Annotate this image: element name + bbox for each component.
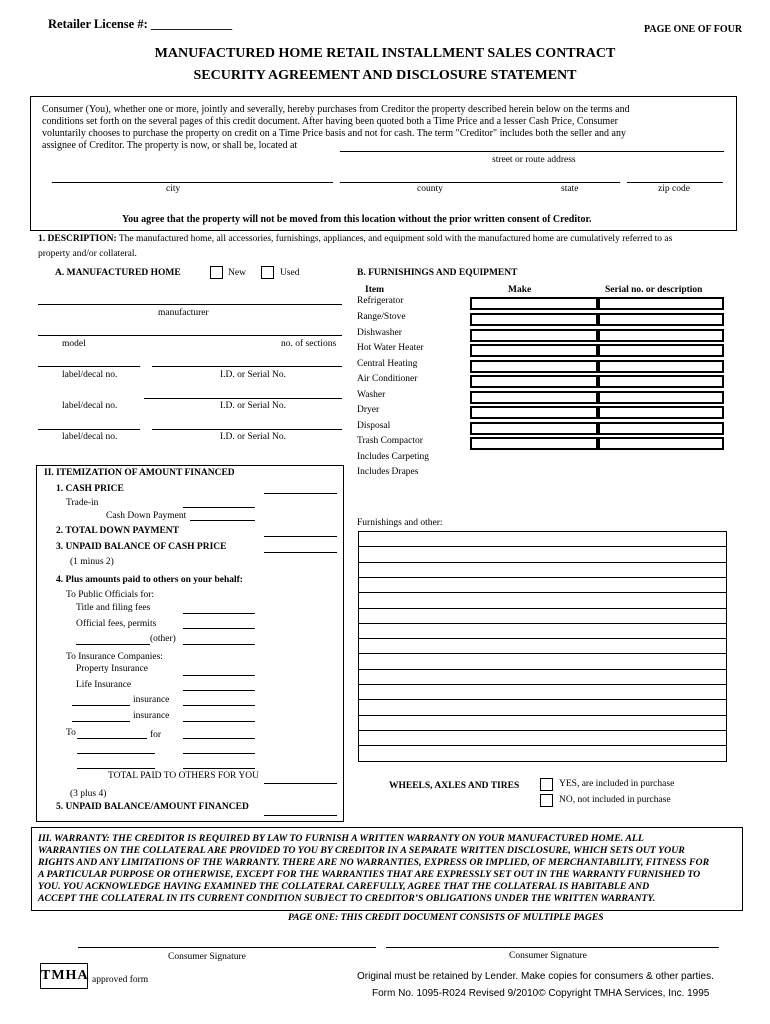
furnishing-serial-field[interactable] — [598, 344, 724, 357]
retailer-license-label: Retailer License #: _____________ — [48, 17, 233, 31]
title-fees-field[interactable] — [183, 613, 255, 614]
payee-field[interactable] — [77, 738, 147, 739]
serial-label-3: I.D. or Serial No. — [220, 432, 286, 442]
furnishings-other-line[interactable] — [358, 562, 726, 563]
furnishing-item-label: Dishwasher — [357, 328, 402, 338]
trade-in-label: Trade-in — [66, 498, 99, 508]
cash-down-field[interactable] — [190, 520, 255, 521]
furnishing-item-label: Trash Compactor — [357, 436, 423, 446]
furnishings-other-line[interactable] — [358, 546, 726, 547]
payee-amount-field-2[interactable] — [183, 753, 255, 754]
furnishing-item-label: Disposal — [357, 421, 391, 431]
furnishings-other-line[interactable] — [358, 669, 726, 670]
furnishing-serial-field[interactable] — [598, 375, 724, 388]
warranty-line-5: YOU. YOU ACKNOWLEDGE HAVING EXAMINED THE COLLATERAL CAREFULLY, AGREE THAT THE COLLATERAL IS HABITABLE AND — [38, 881, 650, 892]
furnishings-other-label: Furnishings and other: — [357, 518, 443, 528]
manufacturer-field[interactable] — [38, 304, 342, 305]
payee-field-2[interactable] — [77, 753, 155, 754]
warranty-line-6: ACCEPT THE COLLATERAL IN ITS CURRENT CONDITION SUBJECT TO CREDITOR’S OBLIGATIONS UNDER THE WRITTEN WARRANTY. — [38, 893, 656, 904]
life-insurance-field[interactable] — [183, 690, 255, 691]
payee-amount-field[interactable] — [183, 738, 255, 739]
furnishings-other-line[interactable] — [358, 745, 726, 746]
furnishing-make-field[interactable] — [470, 391, 598, 404]
warranty-line-4: A PARTICULAR PURPOSE OR OTHERWISE, EXCEPT FOR THE WARRANTIES THAT ARE EXPRESSLY SET OUT IN THE WARRANTY FURNISHED TO — [38, 869, 701, 880]
amount-financed-field[interactable] — [264, 815, 337, 816]
intro-line-3: voluntarily chooses to purchase the property on credit on a Time Price basis and not for cash. The term "Creditor" includes both the seller and any — [42, 128, 626, 139]
furnishing-make-field[interactable] — [470, 329, 598, 342]
tmha-logo: TMHA — [40, 963, 88, 989]
furnishing-item-label: Central Heating — [357, 359, 418, 369]
insurance-amount-field-1[interactable] — [183, 705, 255, 706]
furnishings-other-line[interactable] — [358, 623, 726, 624]
furnishing-item-label: Washer — [357, 390, 386, 400]
insurance-label-2: insurance — [133, 711, 170, 721]
furnishing-make-field[interactable] — [470, 437, 598, 450]
furnishing-item-label: Includes Drapes — [357, 467, 419, 477]
intro-line-2: conditions set forth on the several pages of this credit document. After having been quoted both a Time Price and a lesser Cash Price, Consumer — [42, 116, 618, 127]
description-text-2: property and/or collateral. — [38, 249, 137, 259]
furnishing-serial-field[interactable] — [598, 406, 724, 419]
furnishings-other-line[interactable] — [358, 653, 726, 654]
serial-field-3[interactable] — [152, 429, 342, 430]
form-number: Form No. 1095-R024 Revised 9/2010© Copyright TMHA Services, Inc. 1995 — [372, 988, 710, 999]
title-fees-label: Title and filing fees — [76, 603, 151, 613]
used-checkbox[interactable] — [261, 266, 274, 279]
furnishing-make-field[interactable] — [470, 297, 598, 310]
insurance-amount-field-2[interactable] — [183, 721, 255, 722]
wheels-no-checkbox[interactable] — [540, 794, 553, 807]
unpaid-cash-label: 3. UNPAID BALANCE OF CASH PRICE — [56, 542, 227, 552]
wheels-yes-label: YES, are included in purchase — [559, 779, 675, 789]
furnishing-item-label: Dryer — [357, 405, 380, 415]
furnishing-serial-field[interactable] — [598, 297, 724, 310]
furnishing-make-field[interactable] — [470, 360, 598, 373]
model-label: model — [62, 339, 86, 349]
decal-label-2: label/decal no. — [62, 401, 118, 411]
city-field[interactable] — [52, 182, 333, 183]
furnishing-make-field[interactable] — [470, 422, 598, 435]
insurance-label-1: insurance — [133, 695, 170, 705]
total-down-field[interactable] — [264, 536, 337, 537]
furnishings-other-line[interactable] — [358, 699, 726, 700]
to-label: To — [66, 728, 76, 738]
manufactured-home-heading: A. MANUFACTURED HOME — [55, 268, 181, 278]
street-address-label: street or route address — [492, 155, 576, 165]
decal-label-1: label/decal no. — [62, 370, 118, 380]
furnishings-other-line[interactable] — [358, 715, 726, 716]
consumer-signature-field-2[interactable] — [386, 947, 719, 948]
furnishings-other-line[interactable] — [358, 638, 726, 639]
itemization-heading: II. ITEMIZATION OF AMOUNT FINANCED — [44, 468, 235, 478]
others-heading: 4. Plus amounts paid to others on your behalf: — [56, 575, 243, 585]
other-fee-field[interactable] — [183, 644, 255, 645]
cash-price-label: 1. CASH PRICE — [56, 484, 124, 494]
furnishings-other-line[interactable] — [358, 592, 726, 593]
furnishings-other-line[interactable] — [358, 577, 726, 578]
plus-note: (3 plus 4) — [70, 789, 107, 799]
property-insurance-field[interactable] — [183, 675, 255, 676]
consumer-signature-label-1: Consumer Signature — [168, 952, 246, 962]
furnishings-heading: B. FURNISHINGS AND EQUIPMENT — [357, 268, 518, 278]
used-label: Used — [280, 268, 300, 278]
serial-column-header: Serial no. or description — [605, 285, 703, 295]
official-fees-label: Official fees, permits — [76, 619, 157, 629]
furnishing-make-field[interactable] — [470, 313, 598, 326]
city-label: city — [166, 184, 181, 194]
serial-label-2: I.D. or Serial No. — [220, 401, 286, 411]
cash-down-label: Cash Down Payment — [106, 511, 187, 521]
furnishing-make-field[interactable] — [470, 406, 598, 419]
new-label: New — [228, 268, 246, 278]
decal-field-3[interactable] — [38, 429, 140, 430]
furnishing-item-label: Range/Stove — [357, 312, 406, 322]
furnishing-serial-field[interactable] — [598, 391, 724, 404]
wheels-no-label: NO, not included in purchase — [559, 795, 671, 805]
warranty-line-1: III. WARRANTY: THE CREDITOR IS REQUIRED BY LAW TO FURNISH A WRITTEN WARRANTY ON YOUR MANUFACTURED HOME. ALL — [38, 833, 644, 844]
payee-field-3[interactable] — [77, 768, 155, 769]
furnishing-serial-field[interactable] — [598, 313, 724, 326]
page-note: PAGE ONE: THIS CREDIT DOCUMENT CONSISTS OF MULTIPLE PAGES — [288, 913, 604, 923]
wheels-heading: WHEELS, AXLES AND TIRES — [389, 781, 520, 791]
unpaid-cash-field[interactable] — [264, 552, 337, 553]
county-field[interactable] — [340, 182, 620, 183]
model-field[interactable] — [38, 335, 342, 336]
document-subtitle: SECURITY AGREEMENT AND DISCLOSURE STATEMENT — [193, 68, 577, 83]
sections-label: no. of sections — [281, 339, 337, 349]
trade-in-field[interactable] — [183, 507, 255, 508]
official-fees-field[interactable] — [183, 628, 255, 629]
zip-code-field[interactable] — [627, 182, 723, 183]
serial-field-2[interactable] — [144, 398, 342, 399]
furnishings-other-line[interactable] — [358, 730, 726, 731]
approved-form-label: approved form — [92, 975, 149, 985]
insurance-type-field-1[interactable] — [72, 705, 130, 706]
furnishing-make-field[interactable] — [470, 344, 598, 357]
furnishing-item-label: Hot Water Heater — [357, 343, 424, 353]
serial-field-1[interactable] — [152, 366, 342, 367]
warranty-line-3: RIGHTS AND ANY LIMITATIONS OF THE WARRANTY. THERE ARE NO WARRANTIES, EXPRESS OR IMPLIED, OF MERCHANTABILITY, FITNESS FOR — [38, 857, 710, 868]
consumer-signature-label-2: Consumer Signature — [509, 951, 587, 961]
unpaid-financed-label: 5. UNPAID BALANCE/AMOUNT FINANCED — [56, 802, 249, 812]
item-column-header: Item — [365, 285, 384, 295]
decal-field-1[interactable] — [38, 366, 140, 367]
furnishing-serial-field[interactable] — [598, 329, 724, 342]
furnishings-other-area[interactable] — [358, 531, 727, 762]
furnishing-serial-field[interactable] — [598, 437, 724, 450]
furnishing-serial-field[interactable] — [598, 422, 724, 435]
life-insurance-label: Life Insurance — [76, 680, 132, 690]
intro-line-1: Consumer (You), whether one or more, jointly and severally, hereby purchases from Creditor the property described herein below on the terms and — [42, 104, 630, 115]
minus-note: (1 minus 2) — [70, 557, 114, 567]
other-fee-desc-field[interactable] — [76, 644, 150, 645]
page-number: PAGE ONE OF FOUR — [644, 24, 743, 35]
street-address-field[interactable] — [340, 151, 724, 152]
furnishing-item-label: Air Conditioner — [357, 374, 418, 384]
cash-price-field[interactable] — [264, 493, 337, 494]
total-down-label: 2. TOTAL DOWN PAYMENT — [56, 526, 179, 536]
property-insurance-label: Property Insurance — [76, 664, 149, 674]
warranty-line-2: WARRANTIES ON THE COLLATERAL ARE PROVIDED TO YOU BY CREDITOR IN A SEPARATE WRITTEN DISCLOSURE, WHICH SETS OUT YOUR — [38, 845, 685, 856]
retain-note: Original must be retained by Lender. Make copies for consumers & other parties. — [357, 971, 714, 982]
state-label: state — [561, 184, 579, 194]
furnishings-other-line[interactable] — [358, 608, 726, 609]
total-others-field[interactable] — [264, 783, 337, 784]
furnishings-other-line[interactable] — [358, 684, 726, 685]
location-notice: You agree that the property will not be moved from this location without the prior written consent of Creditor. — [122, 214, 592, 225]
total-others-label: TOTAL PAID TO OTHERS FOR YOU — [108, 771, 259, 781]
insurance-companies-label: To Insurance Companies: — [66, 652, 163, 662]
wheels-yes-checkbox[interactable] — [540, 778, 553, 791]
other-label: (other) — [150, 634, 176, 644]
decal-label-3: label/decal no. — [62, 432, 118, 442]
insurance-type-field-2[interactable] — [72, 721, 130, 722]
serial-label-1: I.D. or Serial No. — [220, 370, 286, 380]
intro-line-4: assignee of Creditor. The property is now, or shall be, located at — [42, 140, 298, 151]
consumer-signature-field-1[interactable] — [78, 947, 376, 948]
furnishing-item-label: Includes Carpeting — [357, 452, 430, 462]
make-column-header: Make — [508, 285, 532, 295]
document-title: MANUFACTURED HOME RETAIL INSTALLMENT SALES CONTRACT — [154, 46, 616, 61]
furnishing-make-field[interactable] — [470, 375, 598, 388]
manufacturer-label: manufacturer — [158, 308, 209, 318]
county-label: county — [417, 184, 443, 194]
zip-code-label: zip code — [658, 184, 690, 194]
for-label: for — [150, 730, 162, 740]
new-checkbox[interactable] — [210, 266, 223, 279]
public-officials-label: To Public Officials for: — [66, 590, 155, 600]
payee-amount-field-3[interactable] — [183, 768, 255, 769]
furnishing-item-label: Refrigerator — [357, 296, 404, 306]
description-text: 1. DESCRIPTION: The manufactured home, all accessories, furnishings, appliances, and equipment sold with the manufactured home are cumulatively referred to as — [38, 234, 673, 244]
furnishing-serial-field[interactable] — [598, 360, 724, 373]
